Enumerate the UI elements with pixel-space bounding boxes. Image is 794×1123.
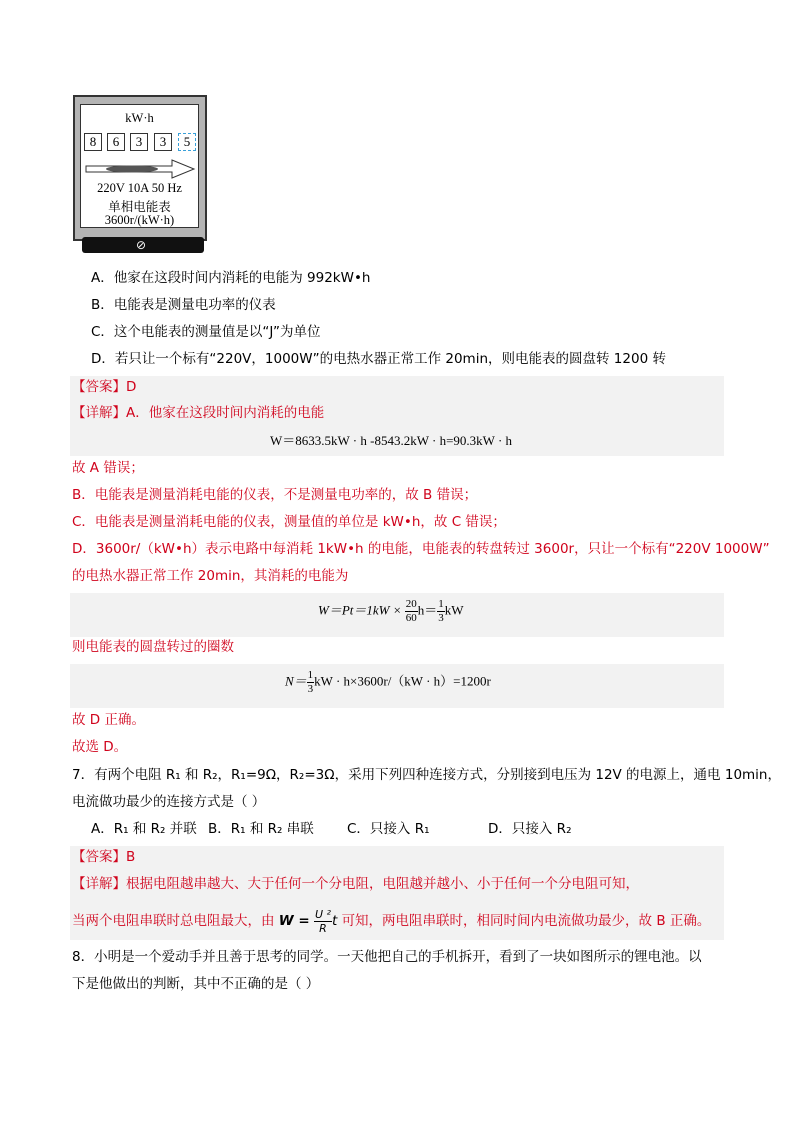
q7-stem-2: 电流做功最少的连接方式是（ ）: [72, 794, 266, 810]
c-explain: C．电能表是测量消耗电能的仪表，测量值的单位是 kW•h，故 C 错误；: [72, 514, 506, 530]
q6-option-b: B．电能表是测量电功率的仪表: [91, 297, 276, 313]
formula-t: t: [331, 913, 338, 929]
fraction-u2-r: [314, 908, 332, 935]
numerator: U ²: [315, 907, 331, 921]
numerator: 1: [438, 598, 444, 610]
denominator: 3: [438, 612, 444, 624]
choose-d: 故选 D。: [72, 739, 128, 755]
q6-option-a: A．他家在这段时间内消耗的电能为 992kW•h: [91, 270, 371, 286]
a-wrong: 故 A 错误；: [72, 460, 144, 476]
q6-answer: 【答案】D: [72, 379, 137, 395]
formula-mid: h＝: [417, 602, 438, 618]
meter-digit: 6: [107, 133, 125, 151]
q7-detail-2: [72, 904, 710, 938]
fraction-1-3: [437, 598, 445, 625]
meter-screw-icon: ⊘: [135, 238, 147, 252]
formula-energy: W＝8633.5kW · h -8543.2kW · h=90.3kW · h: [270, 433, 513, 448]
d-explain-2: 的电热水器正常工作 20min，其消耗的电能为: [72, 568, 349, 584]
meter-spec-type: 单相电能表: [108, 200, 171, 214]
meter-unit: kW·h: [125, 111, 154, 125]
detail-post: 可知，两电阻串联时，相同时间内电流做功最少，故 B 正确。: [341, 913, 711, 929]
detail-label: 【详解】: [72, 405, 126, 421]
detail-a-text: A．他家在这段时间内消耗的电能: [126, 405, 325, 421]
q8-stem-2: 下是他做出的判断，其中不正确的是（ ）: [72, 976, 320, 992]
q6-detail-a: [72, 404, 324, 422]
q7-option-b: B．R₁ 和 R₂ 串联: [208, 821, 314, 837]
turns-line: 则电能表的圆盘转过的圈数: [72, 639, 234, 655]
meter-spec-voltage: 220V 10A 50 Hz: [97, 181, 182, 195]
formula-w: W =: [278, 913, 310, 929]
q7-answer: 【答案】B: [72, 849, 136, 865]
denominator: 3: [307, 683, 314, 695]
q7-option-d: D．只接入 R₂: [488, 821, 572, 837]
q6-option-c: C．这个电能表的测量值是以“J”为单位: [91, 324, 321, 340]
meter-digit: 3: [130, 133, 148, 151]
meter-disk-arrow-icon: [84, 158, 196, 180]
denominator: R: [319, 921, 327, 935]
b-explain: B．电能表是测量消耗电能的仪表，不是测量电功率的，故 B 错误；: [72, 487, 478, 503]
fraction-20-60: [405, 598, 418, 625]
meter-digit: 3: [154, 133, 172, 151]
meter-spec-constant: 3600r/(kW·h): [104, 213, 175, 227]
q7-stem-1: 7．有两个电阻 R₁ 和 R₂，R₁=9Ω，R₂=3Ω，采用下列四种连接方式，分别接到电压为 12V 的电源上，通电 10min，: [72, 767, 781, 783]
d-explain-1: D．3600r/（kW•h）表示电路中每消耗 1kW•h 的电能，电能表的转盘转过 3600r，只让一个标有“220V 1000W”: [72, 541, 770, 557]
q7-option-c: C．只接入 R₁: [347, 821, 430, 837]
d-correct: 故 D 正确。: [72, 712, 145, 728]
meter-digit-decimal: 5: [178, 133, 196, 151]
q7-detail-1: 【详解】根据电阻越串越大、大于任何一个分电阻，电阻越并越小、小于任何一个分电阻可知，: [72, 876, 639, 892]
formula-lhs: N＝: [285, 673, 307, 689]
q8-stem-1: 8．小明是一个爱动手并且善于思考的同学。一天他把自己的手机拆开，看到了一块如图所示的锂电池。以: [72, 949, 702, 965]
denominator: 60: [405, 612, 417, 624]
formula-end: kW: [444, 602, 464, 618]
numerator: 1: [307, 669, 314, 681]
q7-option-a: A．R₁ 和 R₂ 并联: [91, 821, 197, 837]
formula-turns: [285, 669, 491, 696]
meter-digit: 8: [84, 133, 102, 151]
detail-pre: 当两个电阻串联时总电阻最大，由: [72, 913, 275, 929]
numerator: 20: [405, 598, 417, 610]
formula-rest: kW · h×3600r/（kW · h）=1200r: [314, 673, 491, 689]
q6-option-d: D．若只让一个标有“220V，1000W”的电热水器正常工作 20min，则电能表的圆盘转 1200 转: [91, 351, 666, 367]
formula-work: [318, 598, 464, 625]
formula-lhs: W＝Pt＝1kW ×: [318, 602, 402, 618]
